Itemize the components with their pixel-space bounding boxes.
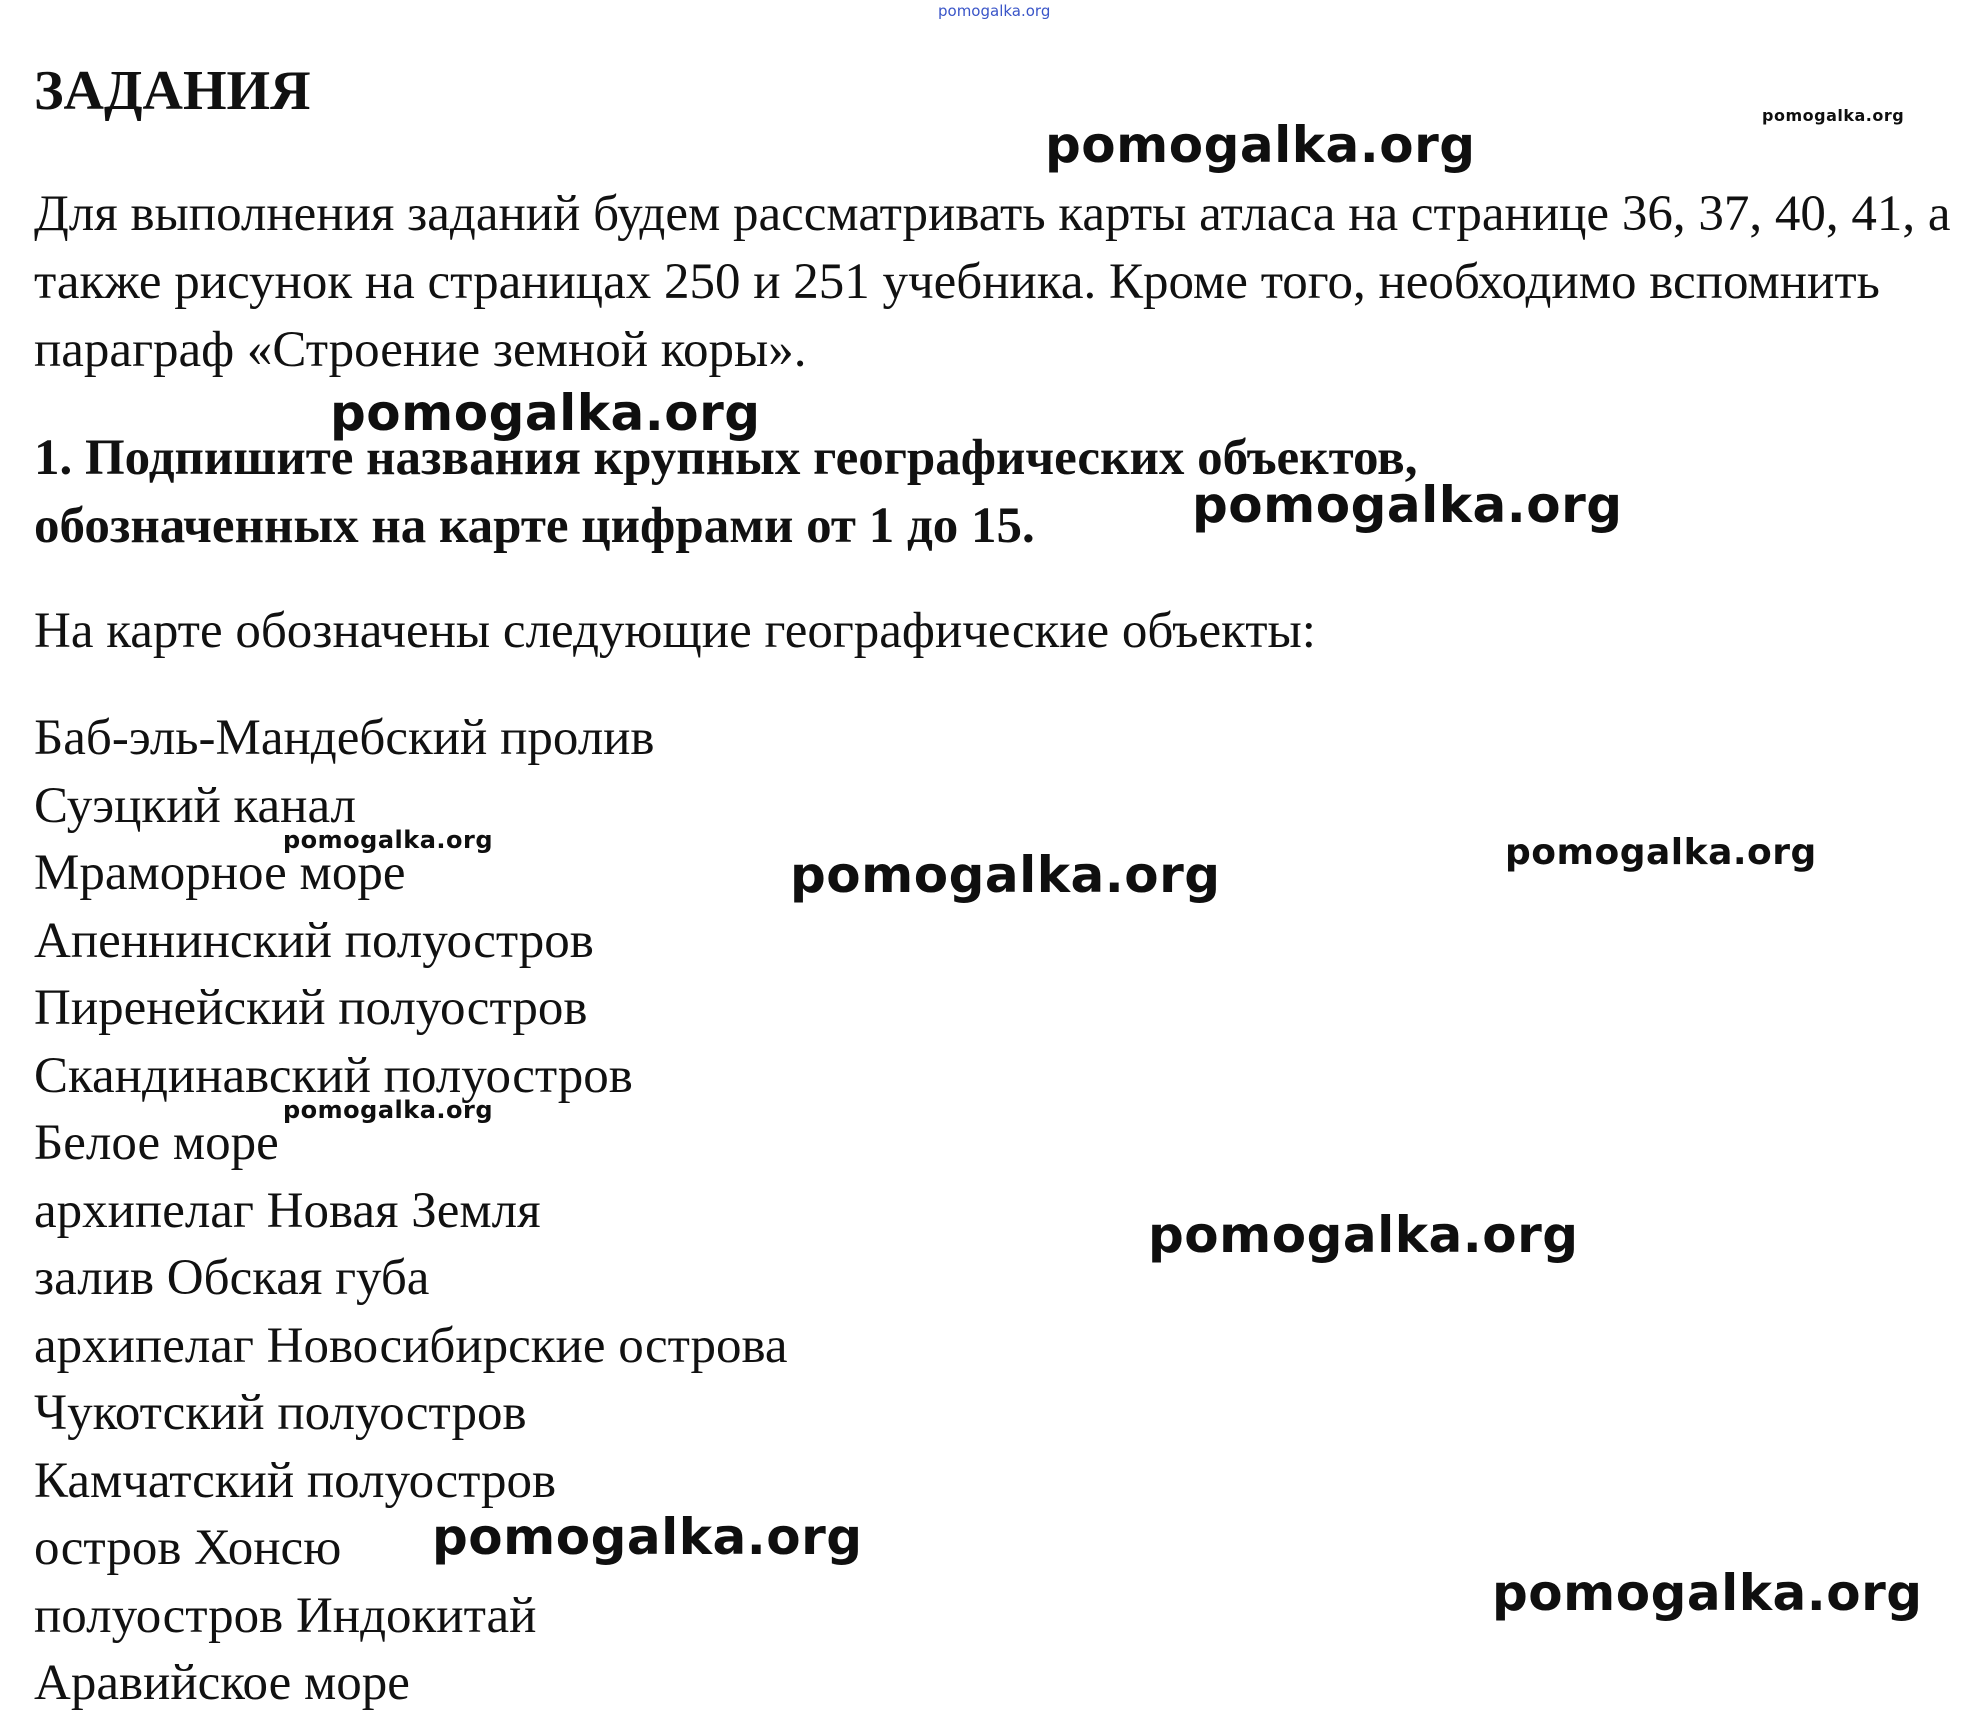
watermark: pomogalka.org xyxy=(283,1096,494,1124)
list-item: остров Хонсю xyxy=(34,1520,342,1576)
list-item: Камчатский полуостров xyxy=(34,1452,557,1509)
watermark: pomogalka.org xyxy=(1762,106,1905,125)
watermark: pomogalka.org xyxy=(1192,476,1623,534)
task-statement-line-1: 1. Подпишите названия крупных географических объектов, xyxy=(34,430,1418,486)
list-item: Аравийское море xyxy=(34,1655,410,1711)
watermark: pomogalka.org xyxy=(1148,1206,1579,1264)
watermark: pomogalka.org xyxy=(330,384,761,442)
list-item: архипелаг Новосибирские острова xyxy=(34,1317,788,1374)
list-item: Белое море xyxy=(34,1115,279,1171)
objects-lead-text: На карте обозначены следующие географические объекты: xyxy=(34,603,1316,659)
watermark-top-link: pomogalka.org xyxy=(938,2,1051,20)
intro-paragraph: Для выполнения заданий будем рассматривать карты атласа на странице 36, 37, 40, 41, а также рисунок на страницах 250 и 251 учебника. Кроме того, необходимо вспомнить параграф «Строение земной коры». xyxy=(34,186,1951,378)
list-item: архипелаг Новая Земля xyxy=(34,1182,541,1239)
list-item: Апеннинский полуостров xyxy=(34,912,594,969)
list-item: Суэцкий канал xyxy=(34,777,357,834)
list-item: Мраморное море xyxy=(34,845,406,901)
watermark: pomogalka.org xyxy=(283,826,494,854)
watermark: pomogalka.org xyxy=(1505,832,1817,873)
page-title: ЗАДАНИЯ xyxy=(34,60,311,122)
watermark: pomogalka.org xyxy=(1492,1564,1923,1622)
watermark: pomogalka.org xyxy=(790,846,1221,904)
list-item: Скандинавский полуостров xyxy=(34,1047,633,1104)
list-item: Баб-эль-Мандебский пролив xyxy=(34,710,655,766)
list-item: залив Обская губа xyxy=(34,1250,430,1306)
watermark: pomogalka.org xyxy=(1045,116,1476,174)
watermark: pomogalka.org xyxy=(432,1508,863,1566)
list-item: Чукотский полуостров xyxy=(34,1385,527,1441)
list-item: Пиренейский полуостров xyxy=(34,980,588,1036)
task-statement-line-2: обозначенных на карте цифрами от 1 до 15. xyxy=(34,498,1035,554)
list-item: полуостров Индокитай xyxy=(34,1587,537,1644)
